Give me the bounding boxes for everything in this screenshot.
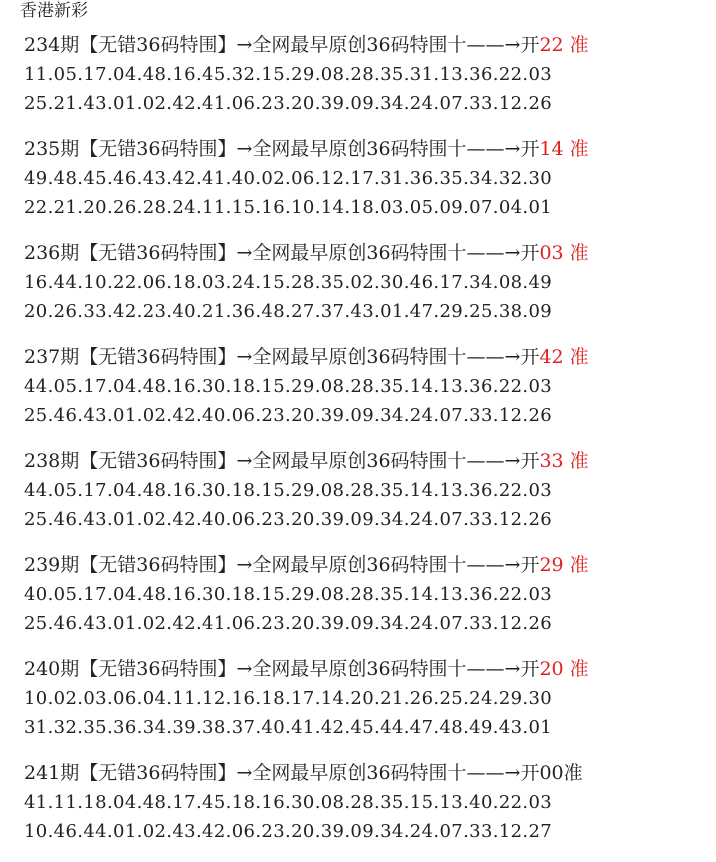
result-badge: 22 准 [539,34,589,56]
entry-title-line [24,238,704,268]
entry-title-line [24,342,704,372]
entry-title-line [24,446,704,476]
entry-list [24,30,704,862]
entry-title: 237期【无错36码特围】→全网最早原创36码特围十——→开 [24,346,540,368]
numbers-row-2: 10.46.44.01.02.43.42.06.23.20.39.09.34.24.07.33.12.27 [24,821,553,842]
entry-234 [24,30,704,134]
result-badge: 14 准 [539,138,589,160]
result-badge: 33 准 [539,450,589,472]
entry-title-line [24,550,704,580]
entry-title: 241期【无错36码特围】→全网最早原创36码特围十——→开 [24,762,540,784]
page-title: 香港新彩 [20,1,88,21]
entry-241 [24,758,704,862]
entry-238 [24,446,704,550]
numbers-row-1: 11.05.17.04.48.16.45.32.15.29.08.28.35.31.13.36.22.03 [24,64,553,85]
entry-235 [24,134,704,238]
result-badge: 20 准 [539,658,589,680]
numbers-row-2: 22.21.20.26.28.24.11.15.16.10.14.18.03.05.09.07.04.01 [24,197,553,218]
entry-title-line [24,134,704,164]
entry-237 [24,342,704,446]
numbers-row-2: 25.46.43.01.02.42.40.06.23.20.39.09.34.24.07.33.12.26 [24,405,553,426]
numbers-row-2: 31.32.35.36.34.39.38.37.40.41.42.45.44.47.48.49.43.01 [24,717,553,738]
numbers-row-2: 20.26.33.42.23.40.21.36.48.27.37.43.01.47.29.25.38.09 [24,301,553,322]
entry-title: 234期【无错36码特围】→全网最早原创36码特围十——→开 [24,34,540,56]
result-badge: 42 准 [539,346,589,368]
entry-236 [24,238,704,342]
entry-title-line [24,758,704,788]
numbers-row-1: 44.05.17.04.48.16.30.18.15.29.08.28.35.14.13.36.22.03 [24,376,553,397]
numbers-row-1: 49.48.45.46.43.42.41.40.02.06.12.17.31.36.35.34.32.30 [24,168,553,189]
result-badge: 03 准 [539,242,589,264]
numbers-row-1: 16.44.10.22.06.18.03.24.15.28.35.02.30.46.17.34.08.49 [24,272,553,293]
numbers-row-1: 10.02.03.06.04.11.12.16.18.17.14.20.21.26.25.24.29.30 [24,688,553,709]
entry-title-line [24,654,704,684]
numbers-row-1: 40.05.17.04.48.16.30.18.15.29.08.28.35.14.13.36.22.03 [24,584,553,605]
numbers-row-2: 25.46.43.01.02.42.40.06.23.20.39.09.34.24.07.33.12.26 [24,509,553,530]
result-badge: 00准 [539,762,583,784]
entry-240 [24,654,704,758]
entry-title: 235期【无错36码特围】→全网最早原创36码特围十——→开 [24,138,540,160]
entry-title-line [24,30,704,60]
numbers-row-1: 44.05.17.04.48.16.30.18.15.29.08.28.35.14.13.36.22.03 [24,480,553,501]
numbers-row-2: 25.46.43.01.02.42.41.06.23.20.39.09.34.24.07.33.12.26 [24,613,553,634]
entry-239 [24,550,704,654]
entry-title: 236期【无错36码特围】→全网最早原创36码特围十——→开 [24,242,540,264]
numbers-row-2: 25.21.43.01.02.42.41.06.23.20.39.09.34.24.07.33.12.26 [24,93,553,114]
result-badge: 29 准 [539,554,589,576]
numbers-row-1: 41.11.18.04.48.17.45.18.16.30.08.28.35.15.13.40.22.03 [24,792,553,813]
entry-title: 238期【无错36码特围】→全网最早原创36码特围十——→开 [24,450,540,472]
entry-title: 240期【无错36码特围】→全网最早原创36码特围十——→开 [24,658,540,680]
entry-title: 239期【无错36码特围】→全网最早原创36码特围十——→开 [24,554,540,576]
